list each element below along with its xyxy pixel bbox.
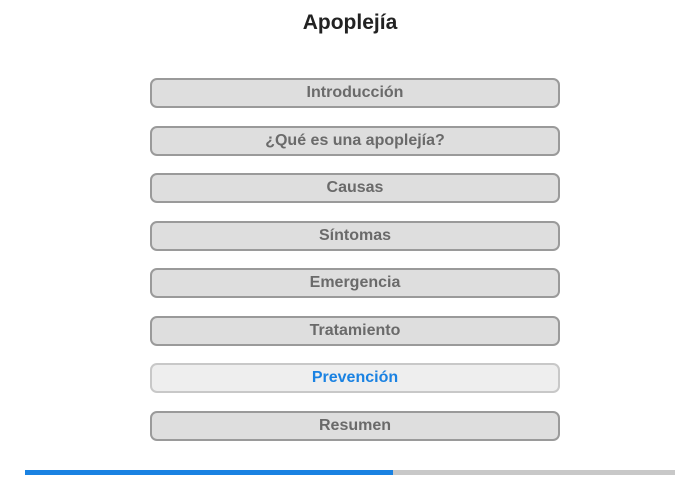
page-title: Apoplejía bbox=[302, 11, 398, 34]
menu-item-que-es-una-apoplejia[interactable]: ¿Qué es una apoplejía? bbox=[150, 126, 560, 156]
section-menu bbox=[150, 78, 560, 458]
menu-item-emergencia[interactable]: Emergencia bbox=[150, 268, 560, 298]
menu-item-tratamiento[interactable]: Tratamiento bbox=[150, 316, 560, 346]
menu-item-introduccion[interactable]: Introducción bbox=[150, 78, 560, 108]
menu-item-resumen[interactable]: Resumen bbox=[150, 411, 560, 441]
progress-bar bbox=[25, 470, 675, 475]
menu-item-sintomas[interactable]: Síntomas bbox=[150, 221, 560, 251]
menu-item-prevencion[interactable]: Prevención bbox=[150, 363, 560, 393]
menu-item-causas[interactable]: Causas bbox=[150, 173, 560, 203]
progress-bar-fill bbox=[25, 470, 393, 475]
